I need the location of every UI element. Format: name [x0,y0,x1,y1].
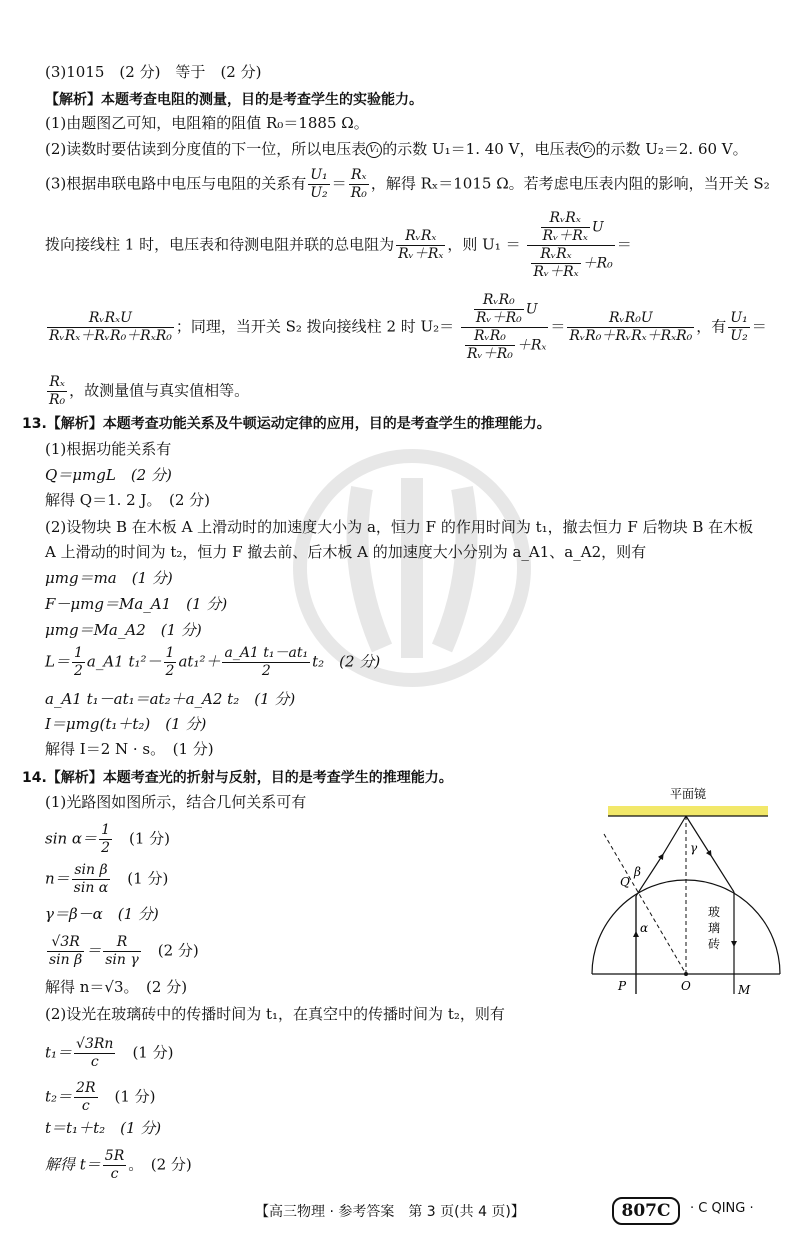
u: U [525,301,538,318]
fraction [47,934,84,969]
label-m: M [738,983,751,997]
u: U [591,219,604,236]
q13-displacement-eq [45,645,380,680]
q13-line: I＝μmg(t₁＋t₂) (1 分) [45,715,207,733]
den: 2 [261,663,271,679]
num: RᵥRₓ [541,210,590,228]
mirror-label: 平面镜 [669,787,707,801]
q14-t-total [45,1148,192,1183]
num: 1 [73,645,83,661]
fraction-u1-u2 [728,310,749,345]
fraction-sin [72,862,111,897]
text: t₂＝ [45,1087,73,1106]
num: √3Rn [76,1036,114,1052]
score: (1 分) [132,1043,174,1062]
refracted-ray [636,816,686,896]
num: a_A1 t₁－at₁ [224,645,309,661]
q13-line: F－μmg＝Ma_A1 (1 分) [45,595,228,613]
inner-fraction [531,246,580,281]
num: RᵥRₓU [47,310,174,328]
analysis-heading-13 [22,413,551,434]
analysis-summary: 本题考查功能关系及牛顿运动定律的应用，目的是考查学生的推理能力。 [102,416,551,432]
line-1-r0: (1)由题图乙可知，电阻箱的阻值 R₀＝1885 Ω。 [45,114,369,132]
den: sin β [49,952,83,968]
text: ，则 U₁ ＝ [447,235,521,254]
num [461,292,548,328]
footer-brand: · C QING · [690,1201,754,1216]
text: ，故测量值与真实值相等。 [69,381,250,400]
q14-line: 解得 n＝√3。 (2 分) [45,978,188,996]
fraction-half [72,645,85,680]
score: (1 分) [114,1087,156,1106]
text: (2)读数时要估读到分度值的下一位，所以电压表 [45,140,367,158]
den: U₂ [310,185,328,201]
compound-fraction-u1 [527,210,614,281]
q13-line: 解得 Q＝1. 2 J。 (2 分) [45,491,210,509]
label-gamma: γ [690,841,698,855]
analysis-tag: 14.【解析】 [22,770,103,786]
q14-t2 [45,1080,156,1115]
label-o: O [681,979,691,993]
q14-line: (2)设光在玻璃砖中的传播时间为 t₁，在真空中的传播时间为 t₂，则有 [45,1005,505,1023]
equals: ＝ [751,317,767,336]
q14-line: t＝t₁＋t₂ (1 分) [45,1119,162,1137]
num: 5R [104,1148,125,1164]
den: sin γ [105,952,139,968]
den: RᵥRₓ＋RᵥR₀＋RₓR₀ [49,328,172,344]
optics-diagram [588,784,788,1000]
text: 的示数 U₁＝1. 40 V，电压表 [382,140,580,158]
fraction-u1-u2 [308,167,329,202]
text: (3)根据串联电路中电压与电阻的关系有 [45,174,307,193]
q13-line: A 上滑动的时间为 t₂，恒力 F 撤去前、后木板 A 的加速度大小分别为 a_A1、a_A2，则有 [45,543,647,561]
text: t₁＝ [45,1043,73,1062]
q14-sin-alpha [45,822,170,857]
num: Rₓ [47,374,67,392]
fraction [74,1036,115,1071]
text: ；同理，当开关 S₂ 拨向接线柱 2 时 U₂＝ [175,317,455,336]
fraction-rx-r0 [47,374,67,409]
den: 2 [101,840,110,856]
radius-normal [604,834,686,974]
num: 2R [76,1080,96,1096]
q13-line: Q＝μmgL (2 分) [45,466,172,484]
den [461,328,548,363]
text: t₂ (2 分) [312,652,381,671]
label-q: Q [620,875,630,889]
inner-fraction [465,328,515,363]
fraction-u2-result [567,310,694,345]
num [527,210,614,246]
q14-refractive-index [45,862,168,897]
den: c [81,1098,90,1114]
fraction [103,1148,126,1183]
fraction-rx-r0 [349,167,369,202]
footer-text: 【高三物理 · 参考答案 第 3 页(共 4 页)】 [255,1204,525,1220]
fraction-u1-result [47,310,174,345]
num: U₁ [730,310,748,326]
fraction-velocity [222,645,310,680]
score: 。 (2 分) [128,1155,192,1174]
glass-label-3: 砖 [708,937,721,951]
fraction [103,934,141,969]
q13-line: a_A1 t₁－at₁＝at₂＋a_A2 t₂ (1 分) [45,690,296,708]
text: n＝ [45,869,70,888]
text: 拨向接线柱 1 时，电压表和待测电阻并联的总电阻为 [45,235,395,254]
line-3-answer: (3)1015 (2 分) 等于 (2 分) [45,63,262,81]
den: RᵥR₀＋RᵥRₓ＋RₓR₀ [569,328,693,344]
label-beta: β [634,865,641,879]
plus-rx: ＋Rₓ [516,337,547,354]
text: at₁²＋ [178,652,221,671]
den: R₀ [49,392,66,408]
voltmeter-v1-icon: V₁ [366,142,382,158]
num: RᵥR₀U [567,310,694,328]
inner-fraction [474,292,524,327]
q14-sine-law [45,934,199,969]
analysis-summary: 本题考查光的折射与反射，目的是考查学生的推理能力。 [102,770,453,786]
text: 的示数 U₂＝2. 60 V。 [595,140,748,158]
q13-line: μmg＝Ma_A2 (1 分) [45,621,202,639]
num: Rₓ [349,167,369,185]
den: 2 [73,663,83,679]
fraction-half [164,645,177,680]
center-point [684,972,688,976]
den: sin α [73,880,109,896]
den: c [110,1166,119,1182]
equals: ＝ [550,317,566,336]
equals: ＝ [616,235,632,254]
voltmeter-v2-icon: V₂ [579,142,595,158]
num: sin β [72,862,111,880]
compound-fraction-u2 [461,292,548,363]
num: RᵥR₀ [474,292,524,310]
num: RᵥRₓ [531,246,580,264]
den: 2 [165,663,175,679]
glass-label-1: 玻 [708,905,721,919]
text: 解得 t＝ [45,1155,101,1174]
analysis-tag: 13.【解析】 [22,416,103,432]
num: R [103,934,141,952]
q14-line: (1)光路图如图所示，结合几何关系可有 [45,793,307,811]
text: sin α＝ [45,829,98,848]
den: c [90,1054,99,1070]
line-u2-formula [45,292,767,363]
score: (1 分) [129,829,171,848]
num: √3R [47,934,84,952]
line-conclusion [45,374,249,409]
q14-t1 [45,1036,173,1071]
text: ，解得 Rₓ＝1015 Ω。若考虑电压表内阻的影响，当开关 S₂ [370,174,770,193]
den [527,246,614,281]
num: RᵥRₓ [396,228,445,246]
line-3-series: (3)根据串联电路中电压与电阻的关系有 $\frac{\text{U₁}}{\text{U₂}}$ ＝ $\frac{\text{Rₓ}}{\text{R₀}}$ ，解得 Rₓ＝1015 Ω。若考虑电压表内阻的影响，当开关 S₂ [45,167,770,201]
num: 1 [165,645,175,661]
text: L＝ [45,652,70,671]
analysis-tag: 【解析】 [45,92,101,108]
den: Rᵥ＋Rₓ [398,246,444,262]
fraction-half [99,822,112,857]
q13-line: (1)根据功能关系有 [45,440,172,458]
q13-line: μmg＝ma (1 分) [45,569,173,587]
glass-label-2: 璃 [708,921,721,935]
den: U₂ [730,328,748,344]
fraction [74,1080,97,1115]
num: U₁ [310,167,328,183]
q13-line: 解得 I＝2 N · s。 (1 分) [45,740,214,758]
q13-line: (2)设物块 B 在木板 A 上滑动时的加速度大小为 a，恒力 F 的作用时间为 t₁，撤去恒力 F 后物块 B 在木板 [45,518,754,536]
label-p: P [618,979,627,993]
score: (2 分) [157,941,199,960]
den: R₀ [350,185,367,201]
plus-r0: ＋R₀ [582,255,613,272]
page-footer [0,1197,800,1227]
line-u1-formula [45,210,632,281]
equals: ＝ [86,941,102,960]
analysis-heading-12 [45,89,423,110]
plane-mirror [608,806,768,816]
score: (1 分) [127,869,169,888]
text: ，有 [696,317,727,336]
den: Rᵥ＋R₀ [475,310,522,326]
den: Rᵥ＋R₀ [466,346,513,362]
fraction-parallel-r [396,228,445,263]
analysis-summary: 本题考查电阻的测量，目的是考查学生的实验能力。 [101,92,423,108]
line-2-voltmeters [45,139,748,159]
num: 1 [101,822,110,838]
inner-fraction [541,210,590,245]
analysis-heading-14 [22,767,453,788]
text: a_A1 t₁²－ [86,652,162,671]
den: Rᵥ＋Rₓ [542,228,588,244]
label-alpha: α [640,921,649,935]
paper-code-badge: 807C [612,1197,680,1225]
num: RᵥR₀ [465,328,515,346]
den: Rᵥ＋Rₓ [533,264,579,280]
q14-line: γ＝β－α (1 分) [45,905,159,923]
